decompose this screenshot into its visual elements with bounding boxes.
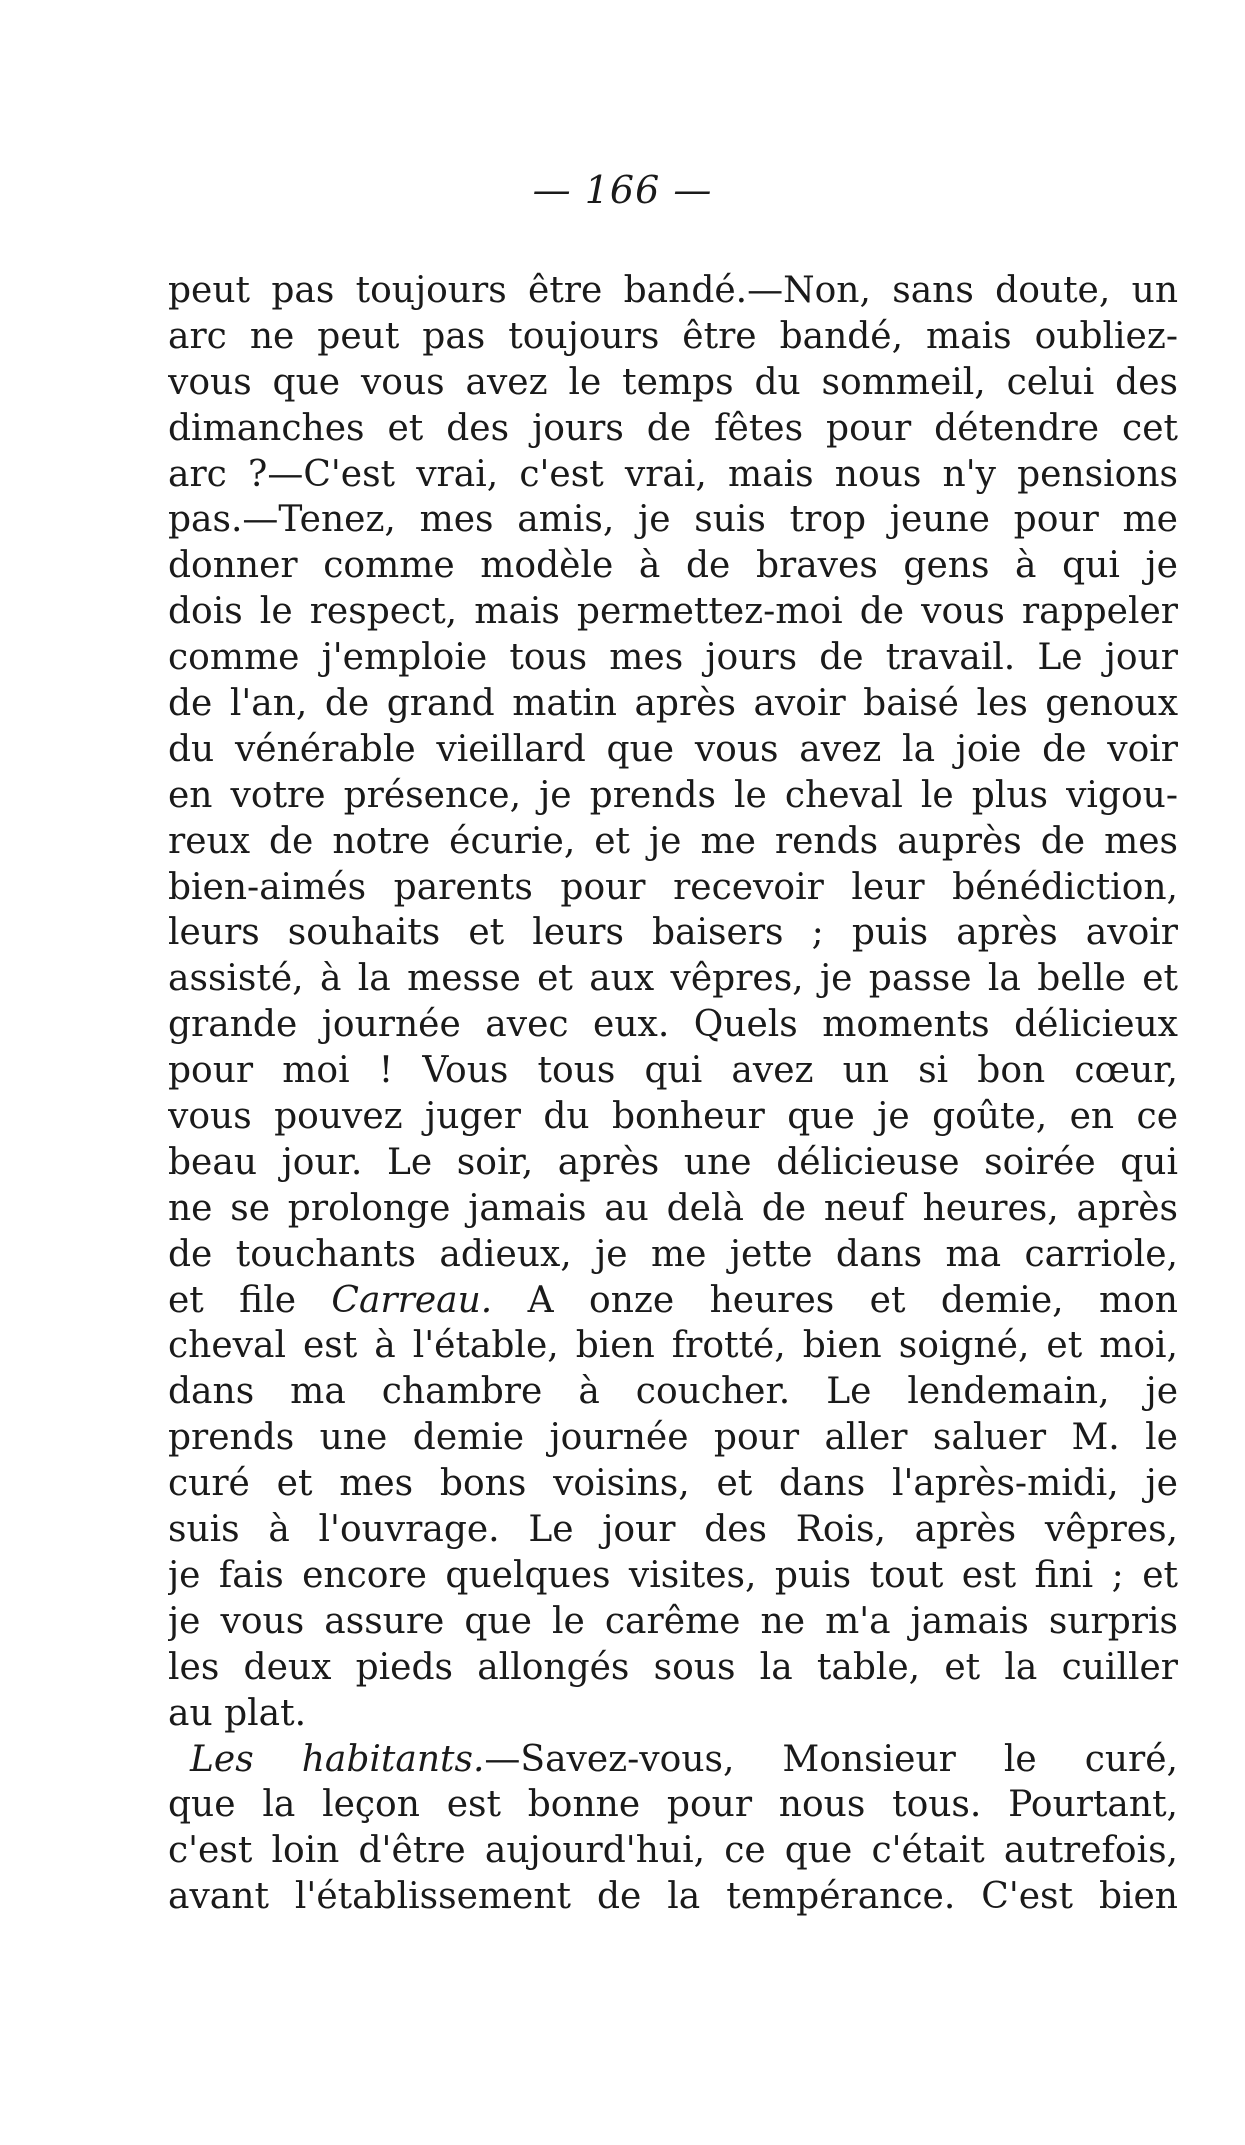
text-line: beau jour. Le soir, après une délicieuse soirée qui <box>168 1141 1178 1183</box>
italic-name: Carreau. <box>331 1279 493 1321</box>
text-line: en votre présence, je prends le cheval le plus vigou- <box>168 774 1178 816</box>
text-line: reux de notre écurie, et je me rends auprès de mes <box>168 820 1178 862</box>
text-line: curé et mes bons voisins, et dans l'après-midi, je <box>168 1463 1178 1505</box>
text-line: donner comme modèle à de braves gens à qui je <box>168 545 1178 587</box>
text-line: assisté, à la messe et aux vêpres, je passe la belle et <box>168 958 1178 1000</box>
text-line: du vénérable vieillard que vous avez la joie de voir <box>168 728 1178 770</box>
body-text <box>168 268 1178 1920</box>
text-line: dois le respect, mais permettez-moi de vous rappeler <box>168 591 1178 633</box>
text-line: arc ne peut pas toujours être bandé, mais oubliez- <box>168 315 1178 357</box>
text-line: que la leçon est bonne pour nous tous. Pourtant, <box>168 1784 1178 1826</box>
page-number: — 166 — <box>532 168 713 212</box>
text-line: vous que vous avez le temps du sommeil, celui des <box>168 361 1178 403</box>
text-line <box>168 1278 1178 1324</box>
text-line: je fais encore quelques visites, puis tout est fini ; et <box>168 1554 1178 1596</box>
text-line: comme j'emploie tous mes jours de travail. Le jour <box>168 637 1178 679</box>
text-segment: et file <box>168 1279 332 1321</box>
text-segment: A onze heures et demie, mon <box>492 1279 1178 1321</box>
speaker-line <box>168 1737 1178 1783</box>
text-line: avant l'établissement de la tempérance. C'est bien <box>168 1876 1178 1918</box>
text-line: je vous assure que le carême ne m'a jamais surpris <box>168 1600 1178 1642</box>
text-line: peut pas toujours être bandé.—Non, sans doute, un <box>168 270 1178 311</box>
text-line: dans ma chambre à coucher. Le lendemain, je <box>168 1371 1178 1413</box>
paragraph-end-line: au plat. <box>168 1692 307 1734</box>
speaker-label: Les habitants. <box>190 1738 485 1780</box>
text-line: bien-aimés parents pour recevoir leur bénédiction, <box>168 866 1178 908</box>
text-line: de touchants adieux, je me jette dans ma carriole, <box>168 1233 1178 1275</box>
text-line: suis à l'ouvrage. Le jour des Rois, après vêpres, <box>168 1509 1178 1551</box>
text-line: vous pouvez juger du bonheur que je goûte, en ce <box>168 1096 1178 1138</box>
text-line: ne se prolonge jamais au delà de neuf heures, après <box>168 1187 1178 1229</box>
text-line: pas.—Tenez, mes amis, je suis trop jeune pour me <box>168 499 1178 541</box>
text-line: de l'an, de grand matin après avoir baisé les genoux <box>168 683 1178 725</box>
text-line: cheval est à l'étable, bien frotté, bien soigné, et moi, <box>168 1325 1178 1367</box>
text-line: arc ?—C'est vrai, c'est vrai, mais nous n'y pensions <box>168 453 1178 495</box>
text-line: les deux pieds allongés sous la table, et la cuiller <box>168 1646 1178 1688</box>
text-line: c'est loin d'être aujourd'hui, ce que c'était autrefois, <box>168 1830 1178 1872</box>
text-line: grande journée avec eux. Quels moments délicieux <box>168 1004 1178 1046</box>
text-line: leurs souhaits et leurs baisers ; puis après avoir <box>168 912 1178 954</box>
text-segment: —Savez-vous, Monsieur le curé, <box>484 1738 1178 1780</box>
text-line: dimanches et des jours de fêtes pour détendre cet <box>168 407 1178 449</box>
text-line: prends une demie journée pour aller saluer M. le <box>168 1417 1178 1459</box>
text-line: pour moi ! Vous tous qui avez un si bon cœur, <box>168 1050 1178 1092</box>
